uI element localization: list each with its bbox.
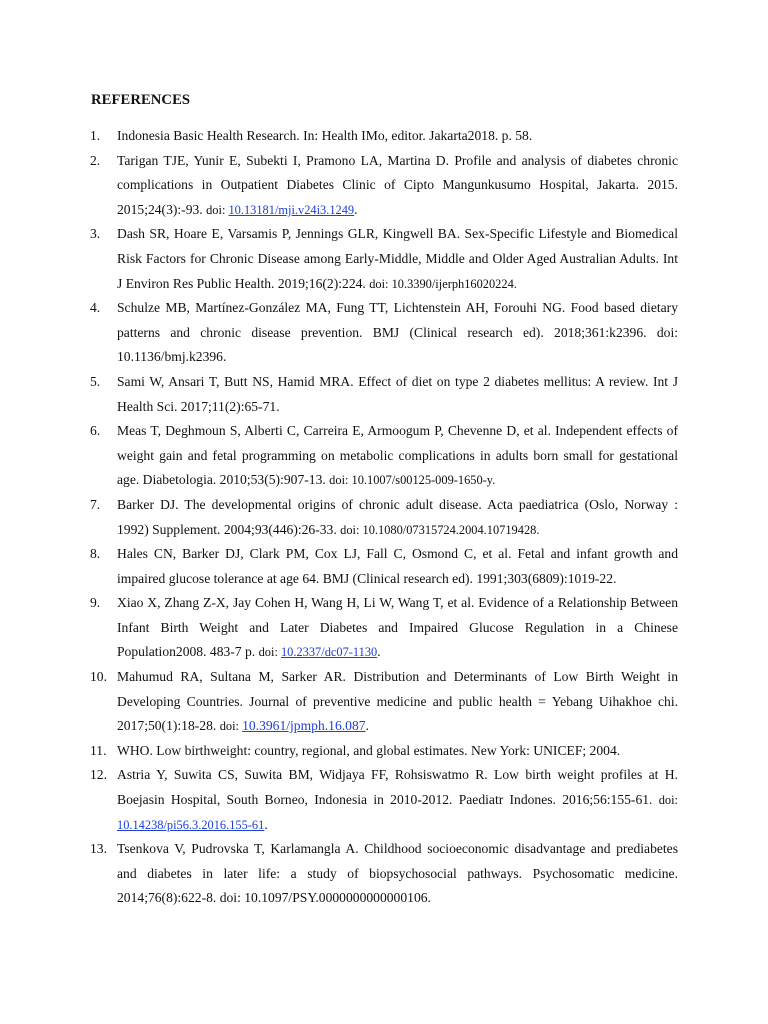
reference-item [90,370,678,419]
reference-item [90,739,678,764]
reference-text: Mahumud RA, Sultana M, Sarker AR. Distribution and Determinants of Low Birth Weight in Developing Countries. Journal of preventive medicine and public health = Yebang Uihakhoe chi. 2017;50(1):18-28. [117,669,678,734]
reference-tail: . [377,644,381,660]
doi-prefix: doi: [206,202,229,217]
reference-item [90,591,678,665]
reference-text: Dash SR, Hoare E, Varsamis P, Jennings GLR, Kingwell BA. Sex-Specific Lifestyle and Biomedical Risk Factors for Chronic Disease among Early-Middle, Middle and Older Aged Australian Adults. Int J Environ Res Public Health. 2019;16(2):224. [117,226,678,291]
reference-number: 7. [90,496,101,512]
reference-number: 9. [90,595,101,611]
reference-item [90,665,678,739]
reference-item [90,837,678,911]
reference-number: 8. [90,546,101,562]
reference-number: 4. [90,300,101,316]
doi-text: doi: 10.1007/s00125-009-1650-y. [329,473,496,488]
doi-text: doi: 10.3390/ijerph16020224. [369,276,517,291]
doi-prefix: doi: [658,793,678,808]
reference-item [90,493,678,542]
doi-text: doi: 10.1080/07315724.2004.10719428. [340,522,540,537]
doi-link[interactable]: 10.3961/jpmph.16.087 [242,718,366,734]
reference-item [90,222,678,296]
reference-list [90,124,678,911]
reference-text: Tsenkova V, Pudrovska T, Karlamangla A. Childhood socioeconomic disadvantage and prediabetes and diabetes in later life: a study of biopsychosocial pathways. Psychosomatic medicine. 2014;76(8):622-8. doi: 10.1097/PSY.0000000000000106. [117,841,678,906]
reference-number: 12. [90,767,107,783]
reference-number: 6. [90,423,101,439]
reference-text: WHO. Low birthweight: country, regional, and global estimates. New York: UNICEF; 2004. [117,742,621,758]
reference-number: 2. [90,152,101,168]
reference-text: Hales CN, Barker DJ, Clark PM, Cox LJ, Fall C, Osmond C, et al. Fetal and infant growth and impaired glucose tolerance at age 64. BMJ (Clinical research ed). 1991;303(6809):1019-22. [117,546,678,586]
reference-item [90,149,678,223]
reference-item [90,542,678,591]
reference-number: 10. [90,669,107,685]
reference-number: 11. [90,742,107,758]
reference-tail: . [264,816,268,832]
references-heading: REFERENCES [91,92,191,108]
reference-item [90,296,678,370]
reference-text: Barker DJ. The developmental origins of chronic adult disease. Acta paediatrica (Oslo, Norway : 1992) Supplement. 2004;93(446):26-33. [117,496,678,537]
reference-item [90,763,678,837]
reference-tail: . [354,201,358,217]
reference-text: Astria Y, Suwita CS, Suwita BM, Widjaya FF, Rohsiswatmo R. Low birth weight profiles at H. Boejasin Hospital, South Borneo, Indonesia in 2010-2012. Paediatr Indones. 2016;56:155-61. [117,767,678,808]
reference-text: Schulze MB, Martínez-González MA, Fung TT, Lichtenstein AH, Forouhi NG. Food based dietary patterns and chronic disease prevention. BMJ (Clinical research ed). 2018;361:k2396. doi: 10.1136/bmj.k2396. [117,300,678,365]
doi-link[interactable]: 10.14238/pi56.3.2016.155-61 [117,817,265,832]
reference-tail: . [365,718,369,734]
doi-prefix: doi: [258,645,281,660]
doi-link[interactable]: 10.2337/dc07-1130 [280,645,378,660]
reference-number: 13. [90,841,107,857]
reference-number: 3. [90,226,101,242]
reference-number: 5. [90,373,101,389]
reference-text: Tarigan TJE, Yunir E, Subekti I, Pramono LA, Martina D. Profile and analysis of diabetes chronic complications in Outpatient Diabetes Clinic of Cipto Mangunkusumo Hospital, Jakarta. 2015. 2015;24(3):-93. [117,152,678,217]
reference-text: Sami W, Ansari T, Butt NS, Hamid MRA. Effect of diet on type 2 diabetes mellitus: A review. Int J Health Sci. 2017;11(2):65-71. [117,373,678,414]
reference-text: Indonesia Basic Health Research. In: Health IMo, editor. Jakarta2018. p. 58. [117,128,533,143]
doi-link[interactable]: 10.13181/mji.v24i3.1249 [228,202,355,217]
reference-number: 1. [90,128,101,143]
reference-text: Meas T, Deghmoun S, Alberti C, Carreira E, Armoogum P, Chevenne D, et al. Independent effects of weight gain and fetal programming on metabolic complications in adults born small for gestational age. Diabetologia. 2010;53(5):907-13. [117,423,678,488]
reference-item [90,419,678,493]
reference-text: Xiao X, Zhang Z-X, Jay Cohen H, Wang H, Li W, Wang T, et al. Evidence of a Relationship Between Infant Birth Weight and Later Diabetes and Impaired Glucose Regulation in a Chinese Population2008. 483-7 p. [117,595,678,660]
doi-prefix: doi: [219,719,243,734]
reference-item [90,124,678,149]
